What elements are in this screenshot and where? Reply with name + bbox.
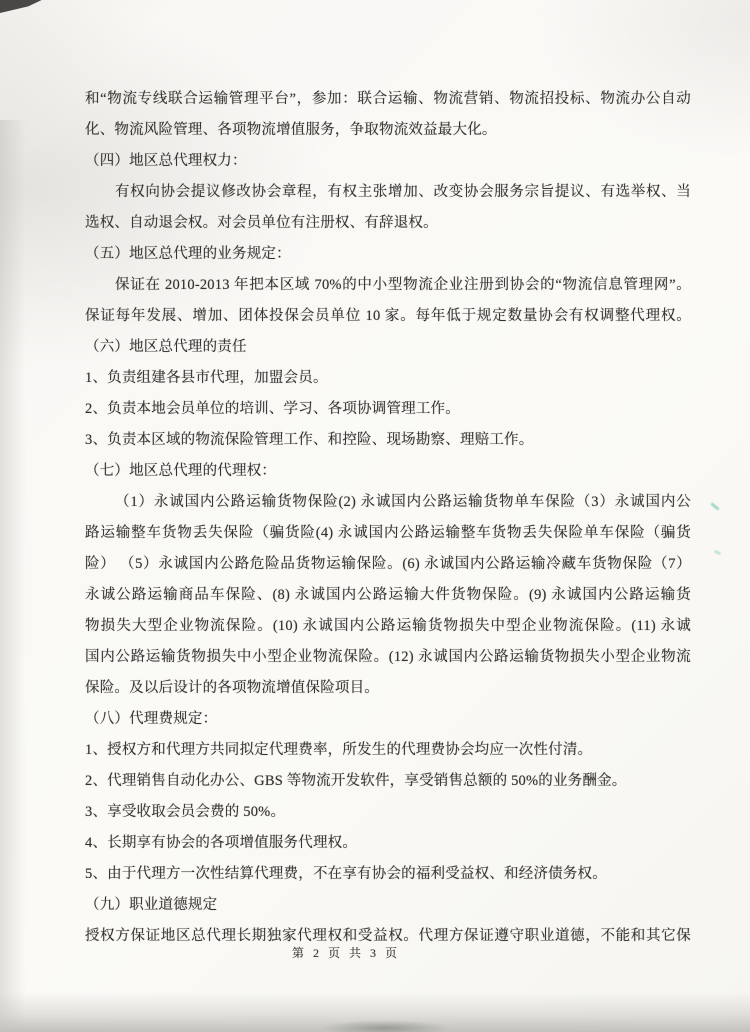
section-heading-7: （七）地区总代理的代理权： [85, 463, 277, 479]
pen-mark [714, 550, 722, 556]
document-line: 和“物流专线联合运输管理平台”，参加：联合运输、物流营销、物流招投标、物流办公自动 [85, 91, 691, 107]
list-item: 2、负责本地会员单位的培训、学习、各项协调管理工作。 [85, 401, 460, 417]
document-line: 化、物流风险管理、各项物流增值服务，争取物流效益最大化。 [85, 122, 497, 138]
document-body [85, 84, 691, 952]
section-heading-4: （四）地区总代理权力： [85, 153, 247, 169]
document-line: 国内公路运输货物损失中小型企业物流保险。(12) 永诚国内公路运输货物损失小型企业物流 [85, 649, 691, 665]
list-item: 2、代理销售自动化办公、GBS 等物流开发软件，享受销售总额的 50%的业务酬金。 [85, 773, 627, 789]
list-item: 1、负责组建各县市代理，加盟会员。 [85, 370, 328, 386]
scan-left-edge-shadow [0, 120, 26, 1032]
page-number-footer: 第 2 页 共 3 页 [291, 946, 400, 960]
document-line: （1）永诚国内公路运输货物保险(2) 永诚国内公路运输货物单车保险（3）永诚国内公 [115, 494, 691, 510]
document-line: 保证每年发展、增加、团体投保会员单位 10 家。每年低于规定数量协会有权调整代理权。 [85, 308, 691, 324]
document-line: 授权方保证地区总代理长期独家代理权和受益权。代理方保证遵守职业道德，不能和其它保 [85, 928, 691, 944]
scan-corner-artifact [0, 0, 48, 14]
document-line: 永诚公路运输商品车保险、(8) 永诚国内公路运输大件货物保险。(9) 永诚国内公路运输货 [85, 587, 691, 603]
list-item: 3、负责本区域的物流保险管理工作、和控险、现场勘察、理赔工作。 [85, 432, 534, 448]
document-line: 物损失大型企业物流保险。(10) 永诚国内公路运输货物损失中型企业物流保险。(11) 永诚 [85, 618, 691, 634]
section-heading-9: （九）职业道德规定 [85, 897, 218, 913]
list-item: 3、享受收取会员会费的 50%。 [85, 804, 286, 820]
document-line: 选权、自动退会权。对会员单位有注册权、有辞退权。 [85, 215, 438, 231]
document-line: 保险。及以后设计的各项物流增值保险项目。 [85, 680, 379, 696]
document-line: 路运输整车货物丢失保险（骗货险(4) 永诚国内公路运输整车货物丢失保险单车保险（骗货 [85, 525, 691, 541]
document-line: 险） （5）永诚国内公路危险品货物运输保险。(6) 永诚国内公路运输冷藏车货物保险（7） [85, 556, 691, 572]
section-heading-5: （五）地区总代理的业务规定： [85, 246, 291, 262]
document-line: 有权向协会提议修改协会章程，有权主张增加、改变协会服务宗旨提议、有选举权、当 [115, 184, 691, 200]
section-heading-8: （八）代理费规定： [85, 711, 218, 727]
list-item: 1、授权方和代理方共同拟定代理费率，所发生的代理费协会均应一次性付清。 [85, 742, 593, 758]
section-heading-6: （六）地区总代理的责任 [85, 339, 247, 355]
document-line: 保证在 2010-2013 年把本区域 70%的中小型物流企业注册到协会的“物流信息管理网”。 [115, 277, 691, 293]
pen-mark [710, 502, 720, 511]
list-item: 5、由于代理方一次性结算代理费，不在享有协会的福利受益权、和经济债务权。 [85, 866, 607, 882]
list-item: 4、长期享有协会的各项增值服务代理权。 [85, 835, 358, 851]
scan-smudge [320, 1020, 450, 1032]
scan-bottom-shadow [0, 992, 750, 1032]
